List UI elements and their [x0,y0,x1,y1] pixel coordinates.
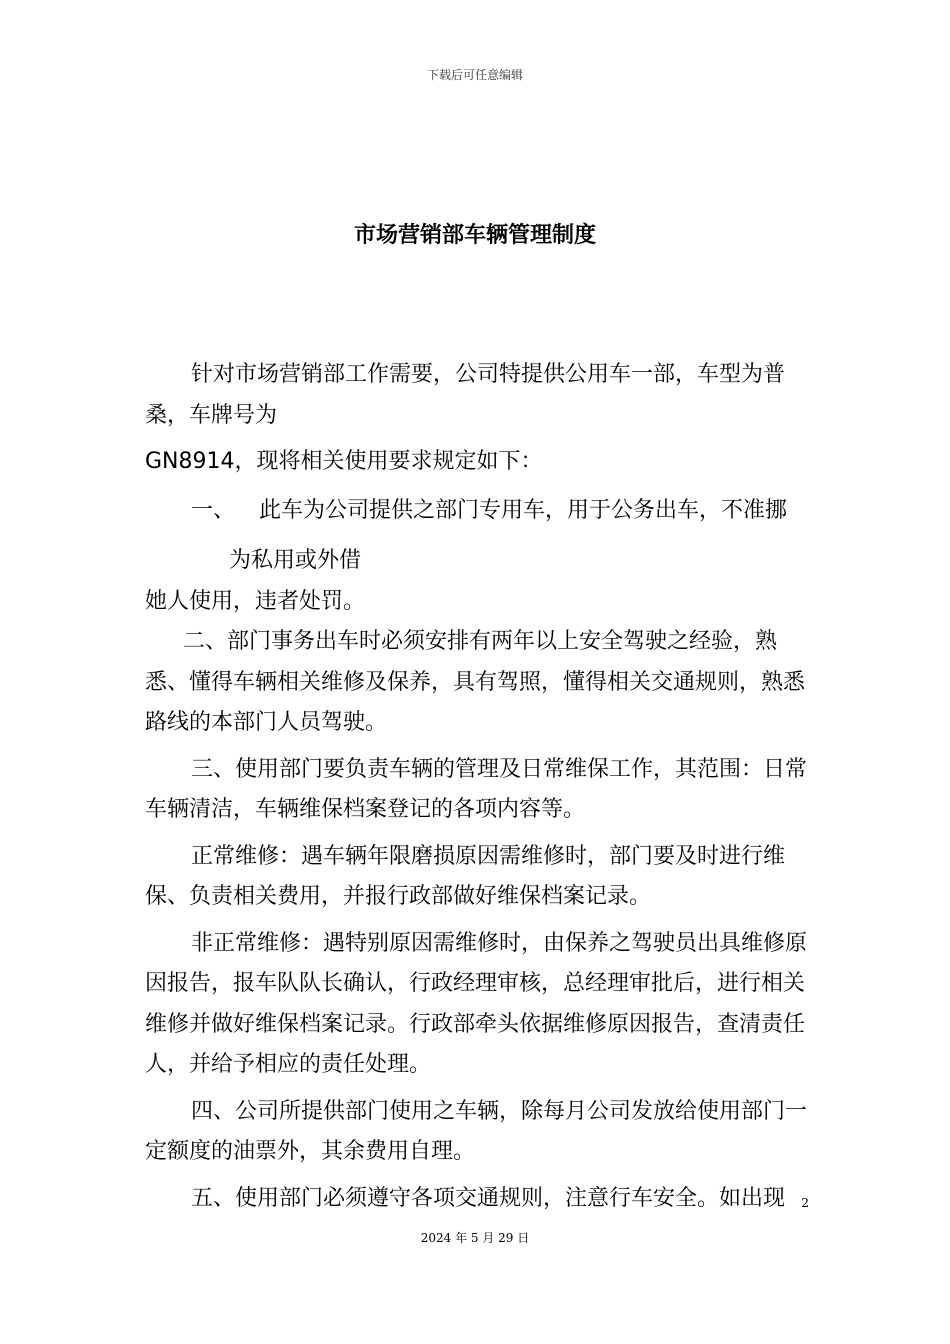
document-body [145,355,810,1219]
clause-1-text: 此车为公司提供之部门专用车，用于公务出车，不准挪 [259,497,788,523]
footer-date: 2024 年 5 月 29 日 [420,1231,530,1245]
clause-2: 二、部门事务出车时必须安排有两年以上安全驾驶之经验，熟悉、懂得车辆相关维修及保养，具有驾照，懂得相关交通规则，熟悉路线的本部门人员驾驶。 [145,629,806,735]
document-title: 市场营销部车辆管理制度 [353,223,596,248]
header-note: 下载后可任意编辑 [426,68,523,82]
clause-1-marker: 一、 [191,497,236,523]
clause-3: 三、使用部门要负责车辆的管理及日常维保工作，其范围：日常车辆清洁，车辆维保档案登记的各项内容等。 [145,756,808,822]
normal-repair-paragraph: 正常维修：遇车辆年限磨损原因需维修时，部门要及时进行维保、负责相关费用，并报行政部做好维保档案记录。 [145,843,786,909]
clause-1-continued: 为私用或外借 [229,548,362,573]
page-number: 2 [801,1196,809,1210]
intro-paragraph: 针对市场营销部工作需要，公司特提供公用车一部，车型为普桑，车牌号为 [145,362,786,428]
clause-1-tail: 她人使用，违者处罚。 [145,588,366,614]
abnormal-repair-paragraph: 非正常维修：遇特别原因需维修时，由保养之驾驶员出具维修原因报告，报车队队长确认，行政经理审核，总经理审批后，进行相关维修并做好维保档案记录。行政部牵头依据维修原因报告，查清责任人，并给予相应的责任处理。 [145,930,808,1077]
clause-5: 五、使用部门必须遵守各项交通规则，注意行车安全。如出现 [191,1185,786,1211]
clause-4: 四、公司所提供部门使用之车辆，除每月公司发放给使用部门一定额度的油票外，其余费用自理。 [145,1098,808,1164]
intro-paragraph-continued: GN8914，现将相关使用要求规定如下： [145,449,543,474]
clause-1 [145,491,810,532]
